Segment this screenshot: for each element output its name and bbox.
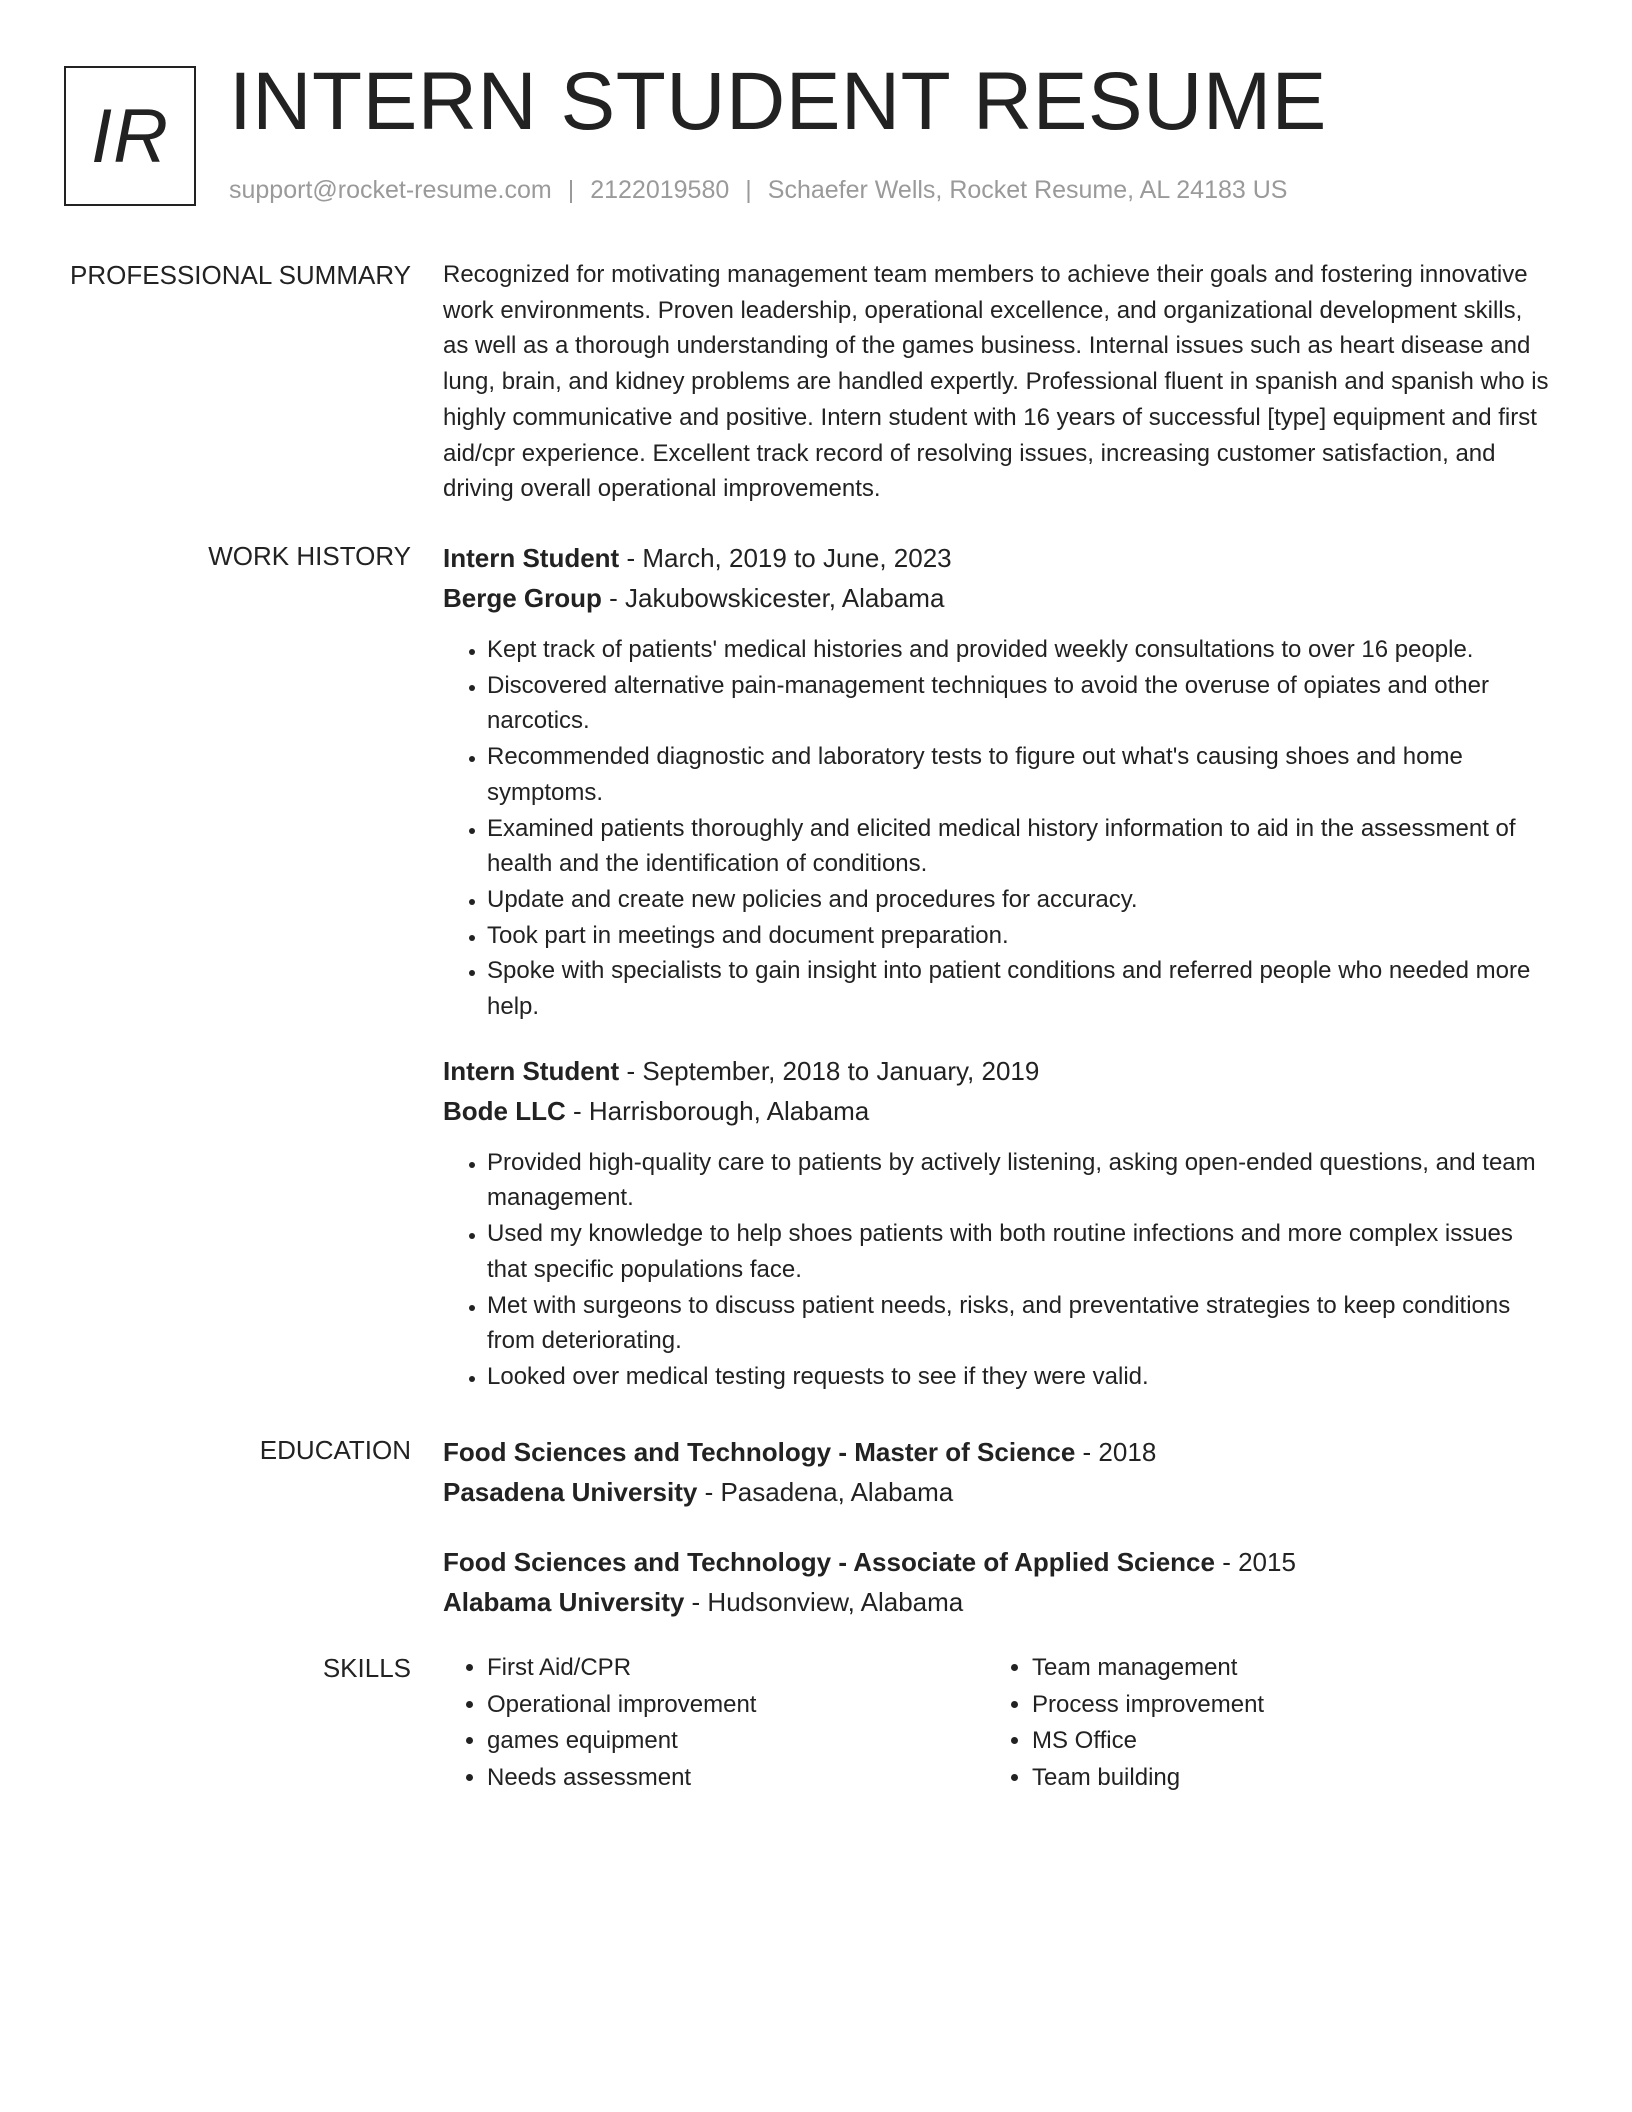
job-bullet: • Looked over medical testing requests to see if they were valid. xyxy=(487,1359,1553,1395)
job-bullet: • Met with surgeons to discuss patient needs, risks, and preventative strategies to keep conditions from deteriorating. xyxy=(487,1288,1553,1359)
degree-line xyxy=(443,1432,1553,1472)
skills-column-right xyxy=(988,1650,1533,1796)
skill-item: • First Aid/CPR xyxy=(487,1650,988,1687)
job-company: Bode LLC xyxy=(443,1095,566,1126)
skills-column-left xyxy=(443,1650,988,1796)
work-history-body xyxy=(443,538,1553,1395)
degree: Food Sciences and Technology - Master of Science xyxy=(443,1437,1076,1467)
degree-year: - 2018 xyxy=(1075,1437,1157,1467)
job-bullet: • Recommended diagnostic and laboratory tests to figure out what's causing shoes and home symptoms. xyxy=(487,739,1553,810)
job-title-line xyxy=(443,1051,1553,1091)
degree-year: - 2015 xyxy=(1214,1547,1296,1577)
skills-list xyxy=(988,1650,1533,1796)
skill-item: • Team building xyxy=(1032,1760,1533,1797)
school: Alabama University xyxy=(443,1587,685,1617)
job-title: Intern Student xyxy=(443,543,620,573)
education-entry xyxy=(443,1542,1553,1622)
job-bullet: • Discovered alternative pain-management techniques to avoid the overuse of opiates and other narcotics. xyxy=(487,668,1553,739)
skill-item: • Operational improvement xyxy=(487,1687,988,1724)
contact-phone: 2122019580 xyxy=(590,176,730,204)
job-company: Berge Group xyxy=(443,583,602,613)
skill-item: • Needs assessment xyxy=(487,1760,988,1797)
school-location: - Hudsonview, Alabama xyxy=(684,1587,964,1617)
job-dates: - March, 2019 to June, 2023 xyxy=(619,543,952,573)
degree-line xyxy=(443,1542,1553,1582)
education-entry xyxy=(443,1432,1553,1512)
section-label-summary: PROFESSIONAL SUMMARY xyxy=(70,260,411,290)
school-location: - Pasadena, Alabama xyxy=(697,1477,954,1507)
job-company-line xyxy=(443,1091,1553,1131)
summary-text: Recognized for motivating management team members to achieve their goals and fostering innovative work environments. Proven leadership, operational excellence, and organizational development skills, as well as a thorough understanding of the games business. Internal issues such as heart disease and lung, brain, and kidney problems are handled expertly. Professional fluent in spanish and spanish who is highly communicative and positive. Intern student with 16 years of successful [type] equipment and first aid/cpr experience. Excellent track record of resolving issues, increasing customer satisfaction, and driving overall operational improvements. xyxy=(443,261,1549,503)
job-entry xyxy=(443,1051,1553,1395)
education-body xyxy=(443,1432,1553,1622)
section-label-work-history: WORK HISTORY xyxy=(208,541,411,571)
section-label-skills: SKILLS xyxy=(322,1653,411,1683)
job-company-line xyxy=(443,578,1553,618)
job-location: - Jakubowskicester, Alabama xyxy=(601,583,945,613)
job-title-line xyxy=(443,538,1553,578)
job-bullet: • Took part in meetings and document preparation. xyxy=(487,918,1553,954)
skills-list xyxy=(443,1650,988,1796)
contact-line xyxy=(229,172,1287,208)
job-bullet: • Examined patients thoroughly and elicited medical history information to aid in the assessment of health and the identification of conditions. xyxy=(487,811,1553,882)
contact-separator: | xyxy=(567,176,575,204)
skill-item: • Team management xyxy=(1032,1650,1533,1687)
skill-item: • MS Office xyxy=(1032,1723,1533,1760)
degree: Food Sciences and Technology - Associate of Applied Science xyxy=(443,1547,1215,1577)
school-line xyxy=(443,1472,1553,1512)
job-bullets xyxy=(443,1145,1553,1395)
job-bullet: • Update and create new policies and procedures for accuracy. xyxy=(487,882,1553,918)
job-bullets xyxy=(443,632,1553,1025)
section-label-education: EDUCATION xyxy=(259,1435,411,1465)
job-bullet: • Kept track of patients' medical histories and provided weekly consultations to over 16 people. xyxy=(487,632,1553,668)
contact-address: Schaefer Wells, Rocket Resume, AL 24183 US xyxy=(767,176,1288,204)
job-location: - Harrisborough, Alabama xyxy=(565,1095,870,1126)
skill-item: • games equipment xyxy=(487,1723,988,1760)
school-line xyxy=(443,1582,1553,1622)
skills-body xyxy=(443,1650,1553,1796)
school: Pasadena University xyxy=(443,1477,698,1507)
skills-grid xyxy=(443,1650,1553,1796)
contact-separator: | xyxy=(745,176,752,204)
summary-body xyxy=(443,257,1553,507)
job-dates: - September, 2018 to January, 2019 xyxy=(619,1055,1040,1086)
job-bullet: • Used my knowledge to help shoes patients with both routine infections and more complex issues that specific populations face. xyxy=(487,1216,1553,1287)
job-bullet: • Provided high-quality care to patients by actively listening, asking open-ended questions, and team management. xyxy=(487,1145,1553,1216)
job-entry xyxy=(443,538,1553,1025)
skill-item: • Process improvement xyxy=(1032,1687,1533,1724)
job-title: Intern Student xyxy=(443,1055,620,1086)
job-bullet: • Spoke with specialists to gain insight into patient conditions and referred people who needed more help. xyxy=(487,953,1553,1024)
contact-email: support@rocket-resume.com xyxy=(229,176,552,204)
resume-title: INTERN STUDENT RESUME xyxy=(229,56,1327,147)
monogram-logo: IR xyxy=(64,66,196,206)
